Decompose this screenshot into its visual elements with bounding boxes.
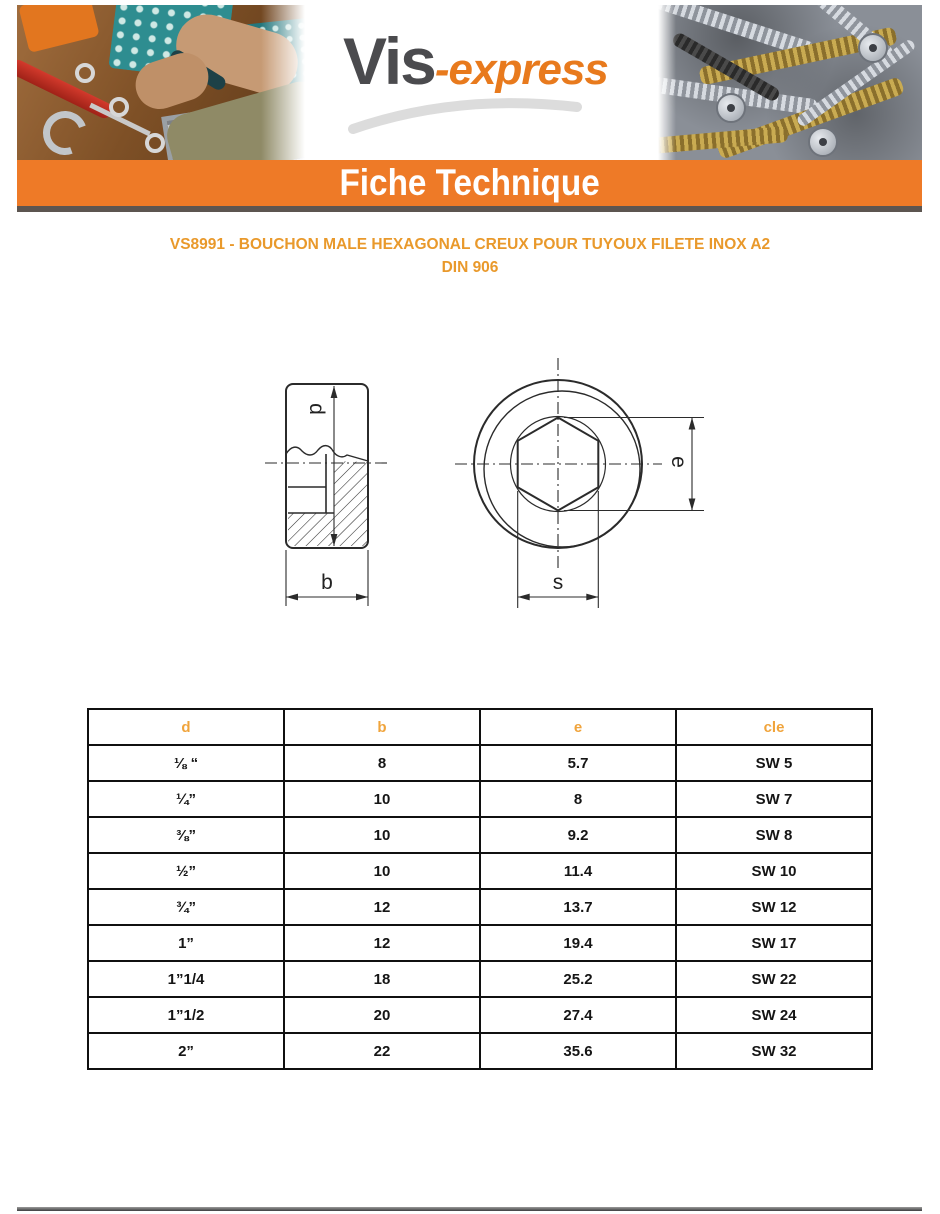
photo-art	[658, 5, 676, 161]
table-cell: SW 17	[676, 925, 872, 961]
photo-art	[716, 93, 746, 123]
footer-bar	[17, 1207, 922, 1211]
table-cell: 10	[284, 853, 480, 889]
table-row	[88, 745, 872, 781]
table-cell: 18	[284, 961, 480, 997]
photo-art	[18, 5, 99, 53]
col-header-e: e	[480, 709, 676, 745]
dim-label-s: s	[552, 571, 564, 594]
arrow-icon	[356, 594, 368, 601]
table-cell: SW 7	[676, 781, 872, 817]
table-cell: 1”	[88, 925, 284, 961]
table-row	[88, 961, 872, 997]
break-line	[286, 446, 368, 461]
banner-divider	[17, 206, 922, 212]
col-header-cle: cle	[676, 709, 872, 745]
photo-art	[145, 133, 165, 153]
table-cell: SW 12	[676, 889, 872, 925]
photo-art	[36, 104, 94, 161]
table-cell: SW 10	[676, 853, 872, 889]
product-title-line2: DIN 906	[441, 259, 499, 276]
logo-text-primary: Vis	[343, 24, 435, 98]
table-cell: 10	[284, 817, 480, 853]
table-cell: 8	[480, 781, 676, 817]
table-row	[88, 817, 872, 853]
table-row	[88, 997, 872, 1033]
table-cell: 12	[284, 889, 480, 925]
table-cell: 1”1/2	[88, 997, 284, 1033]
table-row	[88, 889, 872, 925]
product-title	[0, 233, 940, 279]
table-row	[88, 853, 872, 889]
table-row	[88, 781, 872, 817]
table-cell: 13.7	[480, 889, 676, 925]
arrow-icon	[286, 594, 298, 601]
col-header-b: b	[284, 709, 480, 745]
table-cell: SW 8	[676, 817, 872, 853]
table-cell: 27.4	[480, 997, 676, 1033]
table-cell: 2”	[88, 1033, 284, 1069]
table-cell: 12	[284, 925, 480, 961]
table-cell: SW 32	[676, 1033, 872, 1069]
swoosh-icon	[347, 91, 597, 135]
table-cell: 19.4	[480, 925, 676, 961]
photo-art	[261, 5, 305, 161]
workbench-photo	[17, 5, 305, 161]
table-cell: 9.2	[480, 817, 676, 853]
table-cell: SW 22	[676, 961, 872, 997]
table-cell: 8	[284, 745, 480, 781]
table-cell: ⅜”	[88, 817, 284, 853]
arrow-icon	[331, 386, 338, 398]
product-title-line1: VS8991 - BOUCHON MALE HEXAGONAL CREUX POUR TUYOUX FILETE INOX A2	[169, 236, 771, 253]
table-row	[88, 1033, 872, 1069]
photo-art	[75, 63, 95, 83]
arrow-icon	[518, 594, 530, 601]
photo-art	[109, 97, 129, 117]
arrow-icon	[586, 594, 598, 601]
table-cell: 22	[284, 1033, 480, 1069]
logo-text	[343, 23, 608, 99]
dim-label-d: d	[305, 403, 328, 415]
table-cell: 1”1/4	[88, 961, 284, 997]
table-cell: SW 5	[676, 745, 872, 781]
table-header-row	[88, 709, 872, 745]
arrow-icon	[689, 418, 696, 430]
table-cell: 11.4	[480, 853, 676, 889]
col-header-d: d	[88, 709, 284, 745]
arrow-icon	[689, 499, 696, 511]
photo-art	[858, 33, 888, 63]
section-hatching	[288, 461, 368, 546]
table-cell: 10	[284, 781, 480, 817]
table-cell: 25.2	[480, 961, 676, 997]
table-cell: ⅛ “	[88, 745, 284, 781]
logo	[305, 5, 658, 161]
photo-art	[808, 127, 838, 157]
banner-title: Fiche Technique	[339, 162, 600, 203]
dim-label-e: e	[667, 456, 690, 468]
table-cell: 35.6	[480, 1033, 676, 1069]
table-row	[88, 925, 872, 961]
dim-label-b: b	[321, 571, 333, 594]
table-cell: ¾”	[88, 889, 284, 925]
section-banner	[17, 160, 922, 206]
screws-photo	[658, 5, 922, 161]
table-cell: 5.7	[480, 745, 676, 781]
logo-text-secondary: -express	[434, 45, 608, 94]
dimensions-table	[87, 708, 873, 1070]
table-cell: ¼”	[88, 781, 284, 817]
table-cell: ½”	[88, 853, 284, 889]
table-cell: 20	[284, 997, 480, 1033]
table-cell: SW 24	[676, 997, 872, 1033]
technical-drawing	[230, 350, 740, 630]
